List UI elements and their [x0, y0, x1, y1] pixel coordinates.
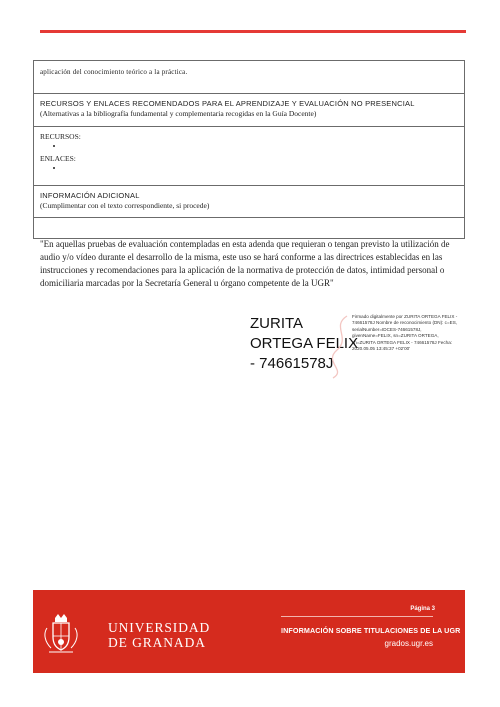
- table-row: [34, 61, 465, 94]
- app-text: aplicación del conocimiento teórico a la práctica.: [34, 61, 465, 94]
- recursos-label: RECURSOS:: [40, 132, 81, 141]
- signature-name-line: ZURITA: [250, 315, 304, 332]
- recursos-title: RECURSOS Y ENLACES RECOMENDADOS PARA EL APRENDIZAJE Y EVALUACIÓN NO PRESENCIAL: [40, 99, 415, 108]
- footer-url[interactable]: grados.ugr.es: [384, 639, 433, 648]
- recursos-subtitle: (Alternativas a la bibliografía fundamental y complementaria recogidas en la Guía Docente): [40, 109, 317, 118]
- footer-divider: [281, 616, 433, 617]
- footer-banner: [33, 590, 465, 673]
- list-item: [64, 164, 458, 172]
- info-subtitle: (Cumplimentar con el texto correspondiente, si procede): [40, 201, 210, 210]
- university-name-line1: UNIVERSIDAD: [108, 620, 211, 635]
- info-header-cell: [34, 186, 465, 218]
- signature-stroke: [325, 312, 355, 382]
- table-row: [34, 94, 465, 127]
- enlaces-label: ENLACES:: [40, 154, 76, 163]
- info-content-cell: [34, 218, 465, 239]
- enlaces-list: [40, 164, 458, 172]
- table-row: [34, 218, 465, 239]
- addendum-table: [33, 60, 465, 239]
- recursos-header-cell: [34, 94, 465, 127]
- list-item: [64, 142, 458, 150]
- signature-details: Firmado digitalmente por ZURITA ORTEGA FELIX - 74661578J Nombre de reconocimiento (DN): c=ES, serialNumber=IDCES-74661578J, givenName=FELIX, sn=ZURITA ORTEGA, cn=ZURITA ORTEGA FELIX - 74661578J Fecha: 2020.05.05 13:45:37 +02'00': [352, 314, 458, 352]
- signature-name-line: ORTEGA FELIX: [250, 335, 359, 352]
- university-name-line2: DE GRANADA: [108, 635, 206, 650]
- data-protection-note: "En aquellas pruebas de evaluación contempladas en esta adenda que requieran o tengan previsto la utilización de audio y/o vídeo durante el desarrollo de la misma, este uso se hará conforme a las directrices establecidas en las instrucciones y recomendaciones para la aplicación de la normativa de protección de datos, intimidad personal o domiciliaria marcadas por la Secretaría General u órgano competente de la UGR": [40, 239, 450, 288]
- recursos-content-cell: [34, 127, 465, 186]
- signature-name-line: - 74661578J: [250, 355, 334, 372]
- university-crest-icon: [41, 612, 99, 662]
- footer-title: INFORMACIÓN SOBRE TITULACIONES DE LA UGR: [281, 626, 461, 635]
- header-rule: [40, 30, 466, 33]
- table-row: [34, 186, 465, 218]
- table-row: [34, 127, 465, 186]
- info-title: INFORMACIÓN ADICIONAL: [40, 191, 140, 200]
- recursos-list: [40, 142, 458, 150]
- page-number: Página 3: [410, 606, 435, 612]
